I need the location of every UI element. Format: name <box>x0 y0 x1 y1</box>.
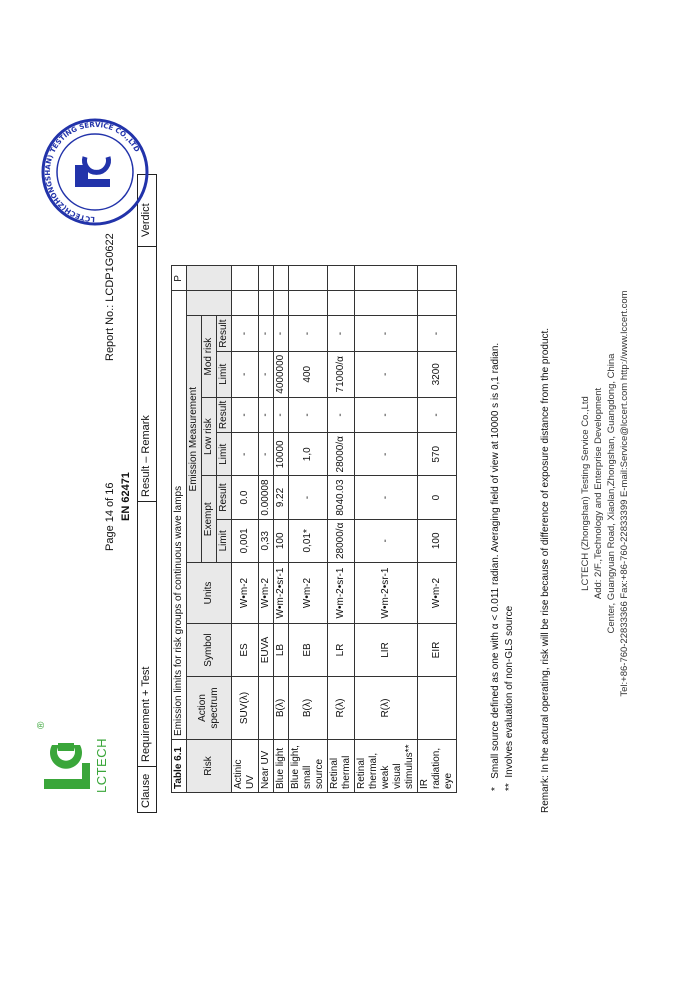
cell-symbol: LIR <box>355 624 418 677</box>
cell-units: W•m-2 <box>259 563 274 624</box>
table-verdict: P <box>172 266 187 291</box>
empty-cell <box>355 291 418 316</box>
footnote-dstar: ** Involves evaluation of non-GLS source <box>504 605 515 791</box>
cell-action <box>418 677 457 740</box>
cell-mo-res: - <box>328 316 355 351</box>
table-row <box>418 266 457 793</box>
cell-mo-res: - <box>355 316 418 351</box>
cell-mo-res: - <box>232 316 259 351</box>
table-row <box>232 266 259 793</box>
cell-lo-res: - <box>418 397 457 432</box>
cell-risk: Blue light <box>274 740 289 793</box>
cell-mo-lim: 4000000 <box>274 351 289 397</box>
emission-limits-table <box>171 265 457 793</box>
cell-lo-res: - <box>355 397 418 432</box>
svg-text:LCTECH(ZHONGSHAN) TESTING SERV: LCTECH(ZHONGSHAN) TESTING SERVICE CO.,LTD <box>43 120 141 224</box>
limit-subheader: Limit <box>217 351 232 397</box>
cell-ex-res: - <box>289 476 328 519</box>
cell-lo-lim: 10000 <box>274 433 289 476</box>
lctech-logo-icon <box>42 735 92 793</box>
cell-action: R(λ) <box>328 677 355 740</box>
page-number: Page 14 of 16 <box>104 482 116 551</box>
risk-header: Risk <box>187 740 232 793</box>
empty-cell <box>232 291 259 316</box>
cell-mo-lim: - <box>355 351 418 397</box>
table-row <box>328 266 355 793</box>
table-label: Table 6.1 <box>172 740 187 793</box>
cell-symbol: EB <box>289 624 328 677</box>
cell-ex-res: - <box>355 476 418 519</box>
cell-action: B(λ) <box>274 677 289 740</box>
cell-lo-res: - <box>232 397 259 432</box>
cell-lo-res: - <box>289 397 328 432</box>
cell-symbol: EUVA <box>259 624 274 677</box>
cell-symbol: LR <box>328 624 355 677</box>
empty-cell <box>274 291 289 316</box>
cell-lo-res: - <box>274 397 289 432</box>
cell-mo-lim: 400 <box>289 351 328 397</box>
cell-ex-lim: 100 <box>418 519 457 562</box>
cell-symbol: LB <box>274 624 289 677</box>
company-seal-icon <box>40 117 150 227</box>
cell-ex-lim: 0,33 <box>259 519 274 562</box>
units-header: Units <box>187 563 232 624</box>
cell-ex-lim: 0,001 <box>232 519 259 562</box>
table-row <box>289 266 328 793</box>
cell-ex-res: 9.22 <box>274 476 289 519</box>
cell-mo-res: - <box>259 316 274 351</box>
cell-symbol: EIR <box>418 624 457 677</box>
cell-units: W•m-2 <box>232 563 259 624</box>
cell-risk: Retinal thermal, weak visual stimulus** <box>355 740 418 793</box>
cell-mo-res: - <box>418 316 457 351</box>
cell-mo-lim: 71000/α <box>328 351 355 397</box>
header-columns <box>137 174 157 813</box>
cell-lo-lim: 1,0 <box>289 433 328 476</box>
footnote-star: * Small source defined as one with α < 0.011 radian. Averaging field of view at 10000 s is 0,1 radian. <box>490 342 501 791</box>
cell-lo-lim: - <box>355 433 418 476</box>
table-row <box>259 266 274 793</box>
footer-line-2: Add: 2/F.,Technology and Enterprise Development <box>593 387 604 600</box>
table-row <box>355 266 418 793</box>
limit-subheader: Limit <box>217 433 232 476</box>
cell-risk: Actinic UV <box>232 740 259 793</box>
cell-risk: Blue light, small source <box>289 740 328 793</box>
empty-cell <box>274 266 289 291</box>
cell-lo-res: - <box>328 397 355 432</box>
cell-ex-lim: 100 <box>274 519 289 562</box>
empty-cell <box>259 291 274 316</box>
footer-line-1: LCTECH (Zhongshan) Testing Service Co.,Ltd <box>580 396 591 591</box>
cell-mo-res: - <box>274 316 289 351</box>
empty-cell <box>418 291 457 316</box>
cell-lo-lim: - <box>259 433 274 476</box>
cell-ex-lim: 28000/α <box>328 519 355 562</box>
cell-lo-res: - <box>259 397 274 432</box>
clause-header: Clause <box>140 773 152 808</box>
cell-ex-res: 8040.03 <box>328 476 355 519</box>
footer-line-3: Center, Guangyuan Road, Xiaolan,Zhongshan, Guangdong, China <box>606 353 617 634</box>
standard-name: EN 62471 <box>120 472 132 521</box>
remark-text: Remark: In the actural operating, risk will be rise because of difference of exposure distance from the product. <box>540 327 551 813</box>
cell-mo-lim: - <box>259 351 274 397</box>
empty-cell <box>289 291 328 316</box>
cell-ex-res: 0.0 <box>232 476 259 519</box>
cell-action: R(λ) <box>355 677 418 740</box>
cell-units: W•m-2•sr-1 <box>328 563 355 624</box>
cell-lo-lim: 28000/α <box>328 433 355 476</box>
lowrisk-header: Low risk <box>202 397 217 476</box>
verdict-header: Verdict <box>140 203 152 237</box>
cell-ex-res: 0 <box>418 476 457 519</box>
empty-cell <box>328 266 355 291</box>
empty-cell <box>232 266 259 291</box>
report-number: Report No.: LCDP1G0622 <box>104 233 116 361</box>
cell-mo-lim: - <box>232 351 259 397</box>
cell-action <box>259 677 274 740</box>
cell-mo-lim: 3200 <box>418 351 457 397</box>
symbol-header: Symbol <box>187 624 232 677</box>
cell-lo-lim: - <box>232 433 259 476</box>
table-row <box>274 266 289 793</box>
emission-header: Emission Measurement <box>187 316 202 563</box>
cell-action: SUV(λ) <box>232 677 259 740</box>
brand-name: LCTECH <box>94 737 109 793</box>
empty-cell <box>355 266 418 291</box>
cell-mo-res: - <box>289 316 328 351</box>
cell-units: W•m-2 <box>418 563 457 624</box>
cell-risk: Retinal thermal <box>328 740 355 793</box>
cell-units: W•m-2 <box>289 563 328 624</box>
result-header: Result – Remark <box>140 415 152 497</box>
cell-units: W•m-2•sr-1 <box>274 563 289 624</box>
empty-cell <box>289 266 328 291</box>
cell-ex-res: 0.00008 <box>259 476 274 519</box>
cell-action: B(λ) <box>289 677 328 740</box>
empty-cell <box>418 266 457 291</box>
cell-units: W•m-2•sr-1 <box>355 563 418 624</box>
cell-ex-lim: - <box>355 519 418 562</box>
empty-cell <box>328 291 355 316</box>
cell-risk: IR radiation, eye <box>418 740 457 793</box>
action-header: Action spectrum <box>187 677 232 740</box>
cell-risk: Near UV <box>259 740 274 793</box>
limit-subheader: Limit <box>217 519 232 562</box>
table-title: Emission limits for risk groups of continuous wave lamps <box>172 291 187 740</box>
cell-lo-lim: 570 <box>418 433 457 476</box>
exempt-header: Exempt <box>202 476 217 563</box>
result-subheader: Result <box>217 397 232 432</box>
empty-cell <box>259 266 274 291</box>
registered-mark: ® <box>36 721 47 729</box>
result-subheader: Result <box>217 476 232 519</box>
result-subheader: Result <box>217 316 232 351</box>
modrisk-header: Mod risk <box>202 316 217 397</box>
cell-ex-lim: 0,01* <box>289 519 328 562</box>
cell-symbol: ES <box>232 624 259 677</box>
footer-line-4: Tel:+86-760-22833366 Fax:+86-760-22833399 E-mail:Service@lccert.com http://www.lccert.com <box>619 290 630 697</box>
requirement-header: Requirement + Test <box>140 666 152 762</box>
